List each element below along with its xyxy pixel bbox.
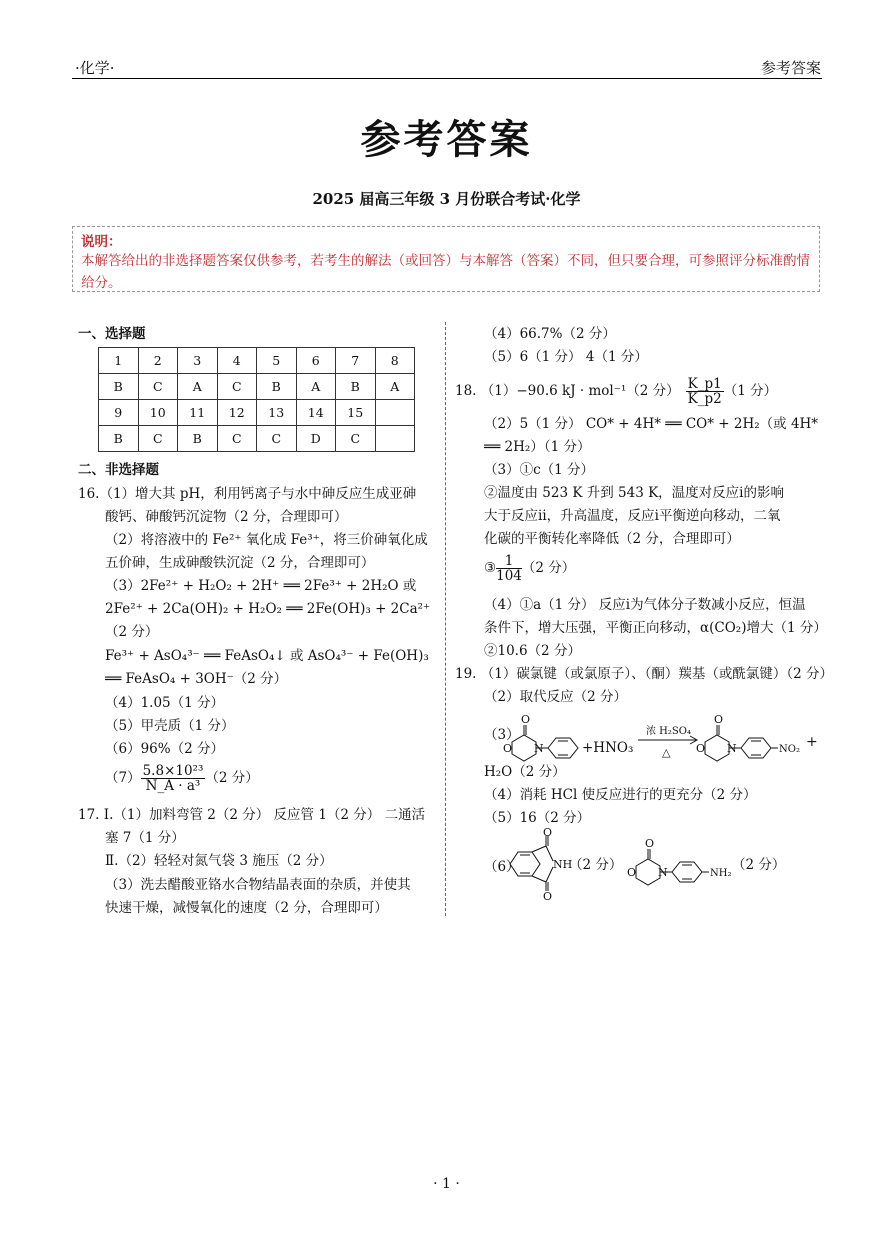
- q18-4-line1: （4）①a（1 分） 反应ⅰ为气体分子数减小反应，恒温: [484, 597, 806, 613]
- answer-table-cell: C: [138, 426, 178, 452]
- q19-3-water: H₂O（2 分）: [484, 764, 566, 780]
- q16-2-line1: （2）将溶液中的 Fe²⁺ 氧化成 Fe³⁺，将三价砷氧化成: [105, 532, 428, 548]
- answer-table-cell: B: [99, 374, 139, 400]
- q17-4: （4）66.7%（2 分）: [484, 326, 616, 342]
- q19-3-carbonyl-o-2: O: [714, 713, 724, 726]
- answer-table-cell: 3: [178, 348, 218, 374]
- answer-table-cell: 1: [99, 348, 139, 374]
- q16-7-score: （2 分）: [205, 770, 259, 786]
- q19-1: 19. （1）碳氯键（或氯原子）、（酮）羰基（或酰氯键）（2 分）: [455, 666, 833, 682]
- q16-1-line1: 16.（1）增大其 pH，利用钙离子与水中砷反应生成亚砷: [78, 486, 417, 502]
- header-rule: [72, 78, 822, 79]
- q18-4-line2: 条件下，增大压强，平衡正向移动，α(CO₂)增大（1 分）: [484, 620, 827, 636]
- q18-3-1: （3）①c（1 分）: [484, 462, 595, 478]
- q18-3-3-fraction: [496, 554, 522, 583]
- q16-7: [105, 763, 259, 793]
- answer-table-cell: [375, 400, 415, 426]
- answer-table-cell: D: [296, 426, 336, 452]
- answer-table-cell: [375, 426, 415, 452]
- q19-6-structures: [500, 828, 800, 900]
- q19-4: （4）消耗 HCl 使反应进行的更充分（2 分）: [484, 787, 757, 803]
- q19-6-amino-group: NH₂: [710, 868, 732, 879]
- answer-table-cell: 9: [99, 400, 139, 426]
- answer-table-cell: 6: [296, 348, 336, 374]
- q18-2-line1: （2）5（1 分） CO* + 4H* ══ CO* + 2H₂（或 4H*: [484, 416, 819, 432]
- answer-table-cell: 7: [336, 348, 376, 374]
- q16-3-line4: Fe³⁺ + AsO₄³⁻ ══ FeAsO₄↓ 或 AsO₄³⁻ + Fe(OH)₃: [105, 648, 429, 664]
- answer-table-cell: 10: [138, 400, 178, 426]
- q16-7-denominator: N_A · a³: [145, 778, 201, 794]
- answer-table-cell: 15: [336, 400, 376, 426]
- exam-subtitle: 2025 届高三年级 3 月份联合考试·化学: [312, 190, 581, 208]
- q18-3-2-line2: 大于反应ⅱ，升高温度，反应ⅰ平衡逆向移动，二氧: [484, 508, 781, 524]
- q18-1: [455, 376, 777, 406]
- answer-table-row: [99, 374, 415, 400]
- q18-1-text: 18. （1）−90.6 kJ · mol⁻¹（2 分）: [455, 383, 680, 399]
- q18-3-3-score: （2 分）: [521, 560, 576, 576]
- q16-3-line2: 2Fe²⁺ + 2Ca(OH)₂ + H₂O₂ ══ 2Fe(OH)₃ + 2Ca²⁺: [105, 601, 431, 617]
- answer-table-cell: C: [257, 426, 297, 452]
- q19-6-carbonyl-o: O: [645, 837, 655, 850]
- q18-1-denominator: K_p2: [687, 391, 722, 407]
- q16-4: （4）1.05（1 分）: [105, 695, 225, 711]
- answer-table-cell: B: [178, 426, 218, 452]
- q16-6: （6）96%（2 分）: [105, 741, 224, 757]
- note-label: 说明：: [81, 234, 122, 250]
- q16-7-numerator: 5.8×10²³: [142, 763, 204, 779]
- q16-7-prefix: （7）: [105, 770, 141, 786]
- q18-1-score: （1 分）: [723, 383, 778, 399]
- header-right: 参考答案: [760, 59, 821, 77]
- q19-3-heat-symbol: △: [662, 746, 671, 759]
- q19-3-prefix: （3）: [484, 727, 520, 743]
- q19-6-phthalimide-nh: NH: [553, 858, 573, 871]
- answer-table-cell: B: [336, 374, 376, 400]
- q19-6-phthalimide-o-bottom: O: [543, 890, 553, 900]
- q19-6-prefix: （6）: [484, 859, 520, 875]
- page-title: 参考答案: [360, 117, 533, 163]
- q17-3-line1: （3）洗去醋酸亚铬水合物结晶表面的杂质，并使其: [105, 877, 411, 893]
- q18-3-3-denominator: 104: [496, 568, 522, 584]
- section-nonchoice-heading: 二、非选择题: [78, 462, 159, 478]
- q18-3-3-numerator: 1: [496, 554, 522, 569]
- q19-3-ring-n-1: N: [534, 742, 544, 755]
- answer-table-cell: 14: [296, 400, 336, 426]
- q19-3-reaction-scheme: [500, 708, 820, 770]
- answer-table-cell: A: [375, 374, 415, 400]
- q19-6-score-1: （2 分）: [569, 857, 623, 873]
- q18-3-2-line1: ②温度由 523 K 升到 543 K，温度对反应ⅰ的影响: [484, 485, 784, 501]
- note-body: 本解答给出的非选择题答案仅供参考，若考生的解法（或回答）与本解答（答案）不同，但只要合理，可参照评分标准酌情给分。: [81, 253, 810, 291]
- page-number: · 1 ·: [433, 1176, 460, 1192]
- answer-table-row: [99, 426, 415, 452]
- q18-3-3: [484, 553, 575, 583]
- q17-5: （5）6（1 分） 4（1 分）: [484, 349, 648, 365]
- answer-table-row: [99, 348, 415, 374]
- q17-2: Ⅱ.（2）轻轻对氮气袋 3 施压（2 分）: [105, 853, 333, 869]
- q19-3-carbonyl-o-1: O: [521, 713, 531, 726]
- header-subject: ·化学·: [75, 59, 115, 77]
- answer-table-cell: C: [138, 374, 178, 400]
- answer-table-cell: A: [178, 374, 218, 400]
- answer-table-cell: 11: [178, 400, 218, 426]
- q19-3-hno3: +HNO₃: [582, 740, 634, 756]
- answer-table-cell: 4: [217, 348, 257, 374]
- q19-6-phthalimide-o-top: O: [543, 828, 553, 839]
- q17-1-line2: 塞 7（1 分）: [105, 830, 185, 846]
- answer-table-cell: B: [257, 374, 297, 400]
- answer-table-cell: 12: [217, 400, 257, 426]
- answer-table-cell: C: [336, 426, 376, 452]
- q16-5: （5）甲壳质（1 分）: [105, 718, 235, 734]
- q18-1-numerator: K_p1: [687, 376, 722, 392]
- answer-table-cell: 13: [257, 400, 297, 426]
- q16-3-line1: （3）2Fe²⁺ + H₂O₂ + 2H⁺ ══ 2Fe³⁺ + 2H₂O 或: [105, 578, 417, 594]
- answer-table-cell: B: [99, 426, 139, 452]
- answer-table-cell: C: [217, 374, 257, 400]
- q16-3-line5: ══ FeAsO₄ + 3OH⁻（2 分）: [105, 671, 288, 687]
- section-choice-heading: 一、选择题: [78, 326, 146, 342]
- q19-5: （5）16（2 分）: [484, 810, 591, 826]
- q17-3-line2: 快速干燥，减慢氧化的速度（2 分，合理即可）: [105, 900, 388, 916]
- q18-4-line3: ②10.6（2 分）: [484, 643, 581, 659]
- q19-3-plus: +: [806, 734, 818, 750]
- q18-1-fraction: [686, 377, 724, 406]
- q19-6-score-2: （2 分）: [732, 857, 786, 873]
- q16-7-fraction: [141, 764, 206, 793]
- q19-3-condition: 浓 H₂SO₄: [646, 726, 691, 737]
- answer-table-row: [99, 400, 415, 426]
- q18-3-3-prefix: ③: [484, 560, 497, 576]
- q19-6-ring-o: O: [627, 866, 637, 879]
- q19-3-ring-o-2: O: [696, 742, 706, 755]
- q16-2-line2: 五价砷，生成砷酸铁沉淀（2 分，合理即可）: [105, 555, 375, 571]
- q19-3-ring-n-2: N: [727, 742, 737, 755]
- answer-table-cell: C: [217, 426, 257, 452]
- answer-table-cell: A: [296, 374, 336, 400]
- q16-3-line3: （2 分）: [105, 624, 159, 640]
- answer-table-cell: 8: [375, 348, 415, 374]
- q18-3-2-line3: 化碳的平衡转化率降低（2 分，合理即可）: [484, 531, 740, 547]
- column-divider: [445, 322, 446, 916]
- q17-1-line1: 17. Ⅰ.（1）加料弯管 2（2 分） 反应管 1（2 分） 二通活: [78, 807, 426, 823]
- answer-table-cell: 2: [138, 348, 178, 374]
- answer-table: [98, 347, 415, 452]
- q18-2-line2: ══ 2H₂）（1 分）: [484, 439, 591, 455]
- q19-3-ring-o-1: O: [503, 742, 513, 755]
- q16-1-line2: 酸钙、砷酸钙沉淀物（2 分，合理即可）: [105, 509, 348, 525]
- q19-3-nitro-group: NO₂: [779, 744, 800, 755]
- note-box: [72, 226, 820, 292]
- answer-table-cell: 5: [257, 348, 297, 374]
- q19-2: （2）取代反应（2 分）: [484, 689, 627, 705]
- q19-6-ring-n: N: [658, 866, 668, 879]
